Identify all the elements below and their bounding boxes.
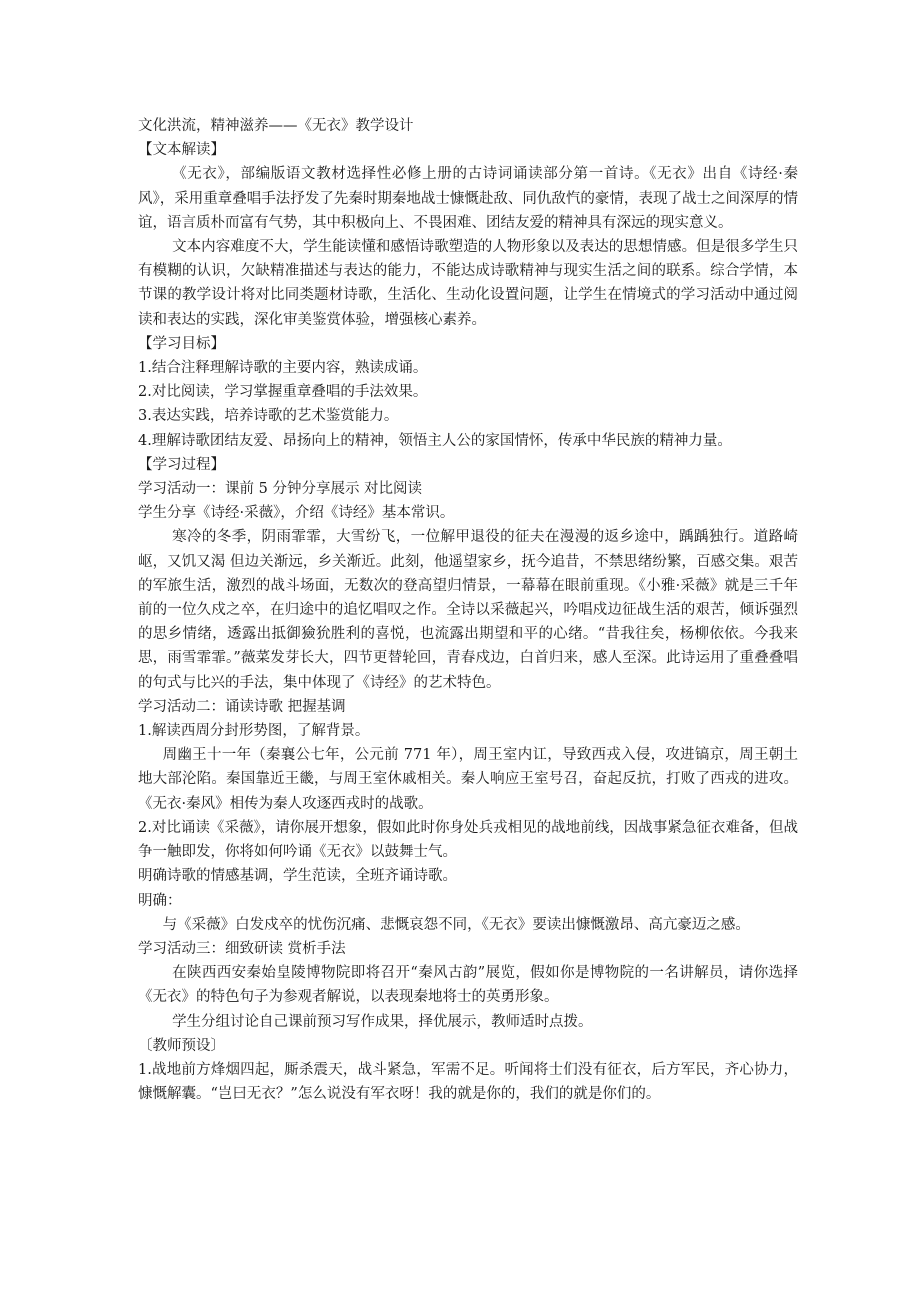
activity-2-item-1: 1.解读西周分封形势图，了解背景。 <box>138 723 370 740</box>
paragraph-background: 周幽王十一年（秦襄公七年，公元前 771 年），周王室内讧，导致西戎入侵，攻进镐京，周王朝土地大部沦陷。秦国靠近王畿，与周王室休戚相关。秦人响应王室号召，奋起反抗，打败了西戎的进攻。《无衣·秦风》相传为秦人攻逐西戎时的战歌。 <box>138 747 798 812</box>
activity-3-title: 学习活动三：细致研读 赏析手法 <box>138 940 346 957</box>
activity-1-title: 学习活动一：课前 5 分钟分享展示 对比阅读 <box>138 481 423 498</box>
preset-item-1: 1.战地前方烽烟四起，厮杀震天，战斗紧急，军需不足。听闻将士们没有征衣，后方军民，齐心协力，慷慨解囊。“岂曰无衣？”怎么说没有军衣呀！我的就是你的，我们的就是你们的。 <box>138 1061 798 1103</box>
goal-item: 3.表达实践，培养诗歌的艺术鉴赏能力。 <box>138 408 399 425</box>
document-title: 文化洪流，精神滋养——《无衣》教学设计 <box>138 118 414 134</box>
section-heading-process: 【学习过程】 <box>138 456 225 473</box>
goal-item: 1.结合注释理解诗歌的主要内容，熟读成诵。 <box>138 360 428 377</box>
goal-item: 2.对比阅读，学习掌握重章叠唱的手法效果。 <box>138 384 428 401</box>
activity-2-title: 学习活动二：诵读诗歌 把握基调 <box>138 698 346 715</box>
paragraph-groups: 学生分组讨论自己课前预习写作成果，择优展示，教师适时点拨。 <box>172 1013 593 1030</box>
activity-2-line-3: 明确诗歌的情感基调，学生范读，全班齐诵诗歌。 <box>138 868 457 885</box>
paragraph-learner-analysis: 文本内容难度不大，学生能读懂和感悟诗歌塑造的人物形象以及表达的思想情感。但是很多学生只有模糊的认识，欠缺精准描述与表达的能力，不能达成诗歌精神与现实生活之间的联系。综合学情，本节课的教学设计将对比同类题材诗歌，生活化、生动化设置问题，让学生在情境式的学习活动中通过阅读和表达的实践，深化审美鉴赏体验，增强核心素养。 <box>138 239 798 328</box>
activity-1-line: 学生分享《诗经·采薇》，介绍《诗经》基本常识。 <box>138 505 455 522</box>
paragraph-intro: 《无衣》，部编版语文教材选择性必修上册的古诗词诵读部分第一首诗。《无衣》出自《诗经·秦风》，采用重章叠唱手法抒发了先秦时期秦地战士慷慨赴敌、同仇敌忾的豪情，表现了战士之间深厚的情谊，语言质朴而富有气势，其中积极向上、不畏困难、团结友爱的精神具有深远的现实意义。 <box>138 166 798 231</box>
paragraph-caiwei: 寒冷的冬季，阴雨霏霏，大雪纷飞，一位解甲退役的征夫在漫漫的返乡途中，踽踽独行。道路崎岖，又饥又渴 但边关渐远，乡关渐近。此刻，他遥望家乡，抚今追昔，不禁思绪纷繁，百感交集。艰苦的军旅生活，激烈的战斗场面，无数次的登高望归情景，一幕幕在眼前重现。《小雅·采薇》就是三千年前的一位久戍之卒，在归途中的追忆唱叹之作。全诗以采薇起兴，吟唱戍边征战生活的艰苦，倾诉强烈的思乡情绪，透露出抵御獫狁胜利的喜悦，也流露出期望和平的心绪。“昔我往矣，杨柳依依。今我来思，雨雪霏霏。”薇菜发芽长大，四节更替轮回，青春戍边，白首归来，感人至深。此诗运用了重叠叠唱的句式与比兴的手法，集中体现了《诗经》的艺术特色。 <box>138 529 798 691</box>
clarify-label: 明确： <box>138 892 182 909</box>
activity-2-item-2: 2.对比诵读《采薇》，请你展开想象，假如此时你身处兵戎相见的战地前线，因战事紧急征衣难备，但战争一触即发，你将如何吟诵《无衣》以鼓舞士气。 <box>138 819 798 861</box>
paragraph-clarify: 与《采薇》白发戍卒的忧伤沉痛、悲慨哀怨不同，《无衣》要读出慷慨激昂、高亢豪迈之感。 <box>162 916 750 933</box>
goal-item: 4.理解诗歌团结友爱、昂扬向上的精神，领悟主人公的家国情怀，传承中华民族的精神力量。 <box>138 432 732 449</box>
document-body <box>138 114 798 1106</box>
paragraph-museum: 在陕西西安秦始皇陵博物院即将召开“秦风古韵”展览，假如你是博物院的一名讲解员，请你选择《无衣》的特色句子为参观者解说，以表现秦地将士的英勇形象。 <box>138 965 798 1006</box>
section-heading-text-analysis: 【文本解读】 <box>138 142 225 159</box>
teacher-preset-label: 〔教师预设〕 <box>138 1037 225 1054</box>
section-heading-goals: 【学习目标】 <box>138 335 225 352</box>
